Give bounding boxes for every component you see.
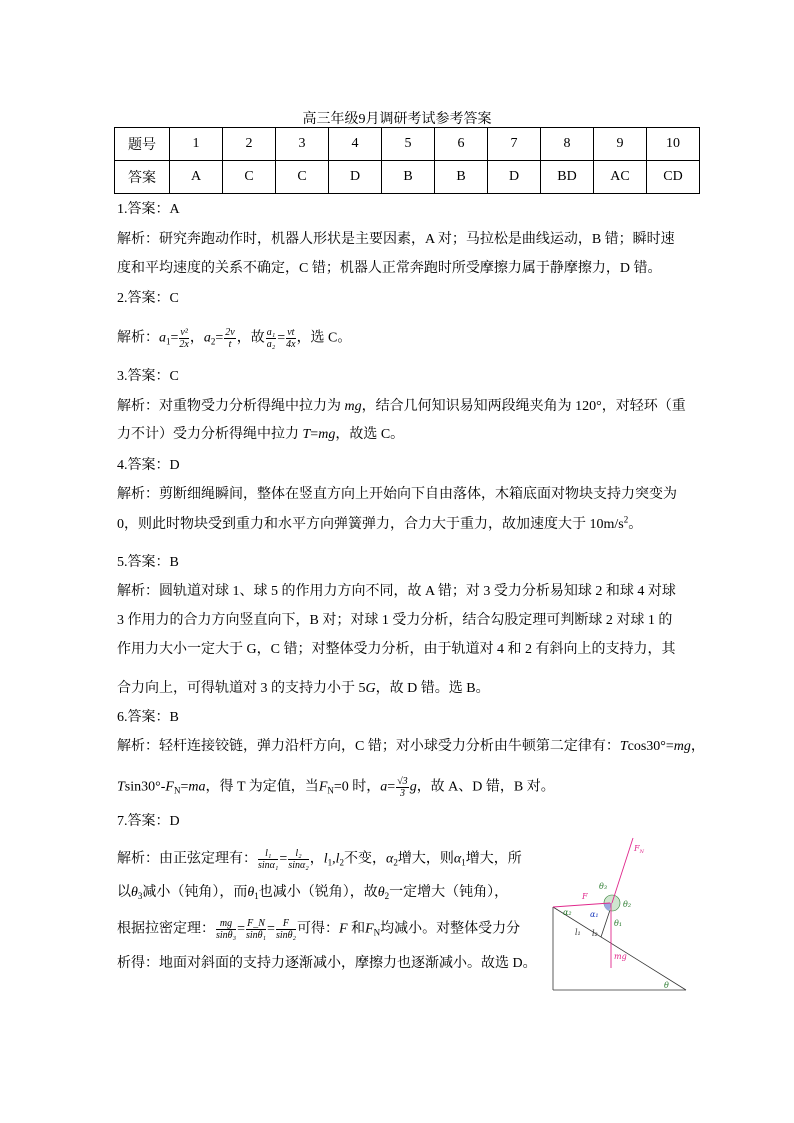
answer-cell: CD — [647, 161, 700, 194]
text-segment: 解析： — [117, 330, 159, 346]
text-segment: cos30°= — [627, 739, 674, 754]
question-number: 8 — [541, 128, 594, 161]
text-segment: 7.答案：D — [117, 814, 180, 829]
text-segment: 根据拉密定理： — [117, 921, 215, 937]
text-segment: θ — [377, 885, 385, 900]
text-segment: 3 — [137, 891, 143, 901]
text-segment: 2 — [339, 857, 344, 868]
text-segment: sin30°- — [124, 779, 166, 795]
question-number: 4 — [329, 128, 382, 161]
text-segment: 和 — [347, 921, 366, 937]
text-line — [117, 883, 508, 903]
question-number: 1 — [170, 128, 223, 161]
fraction — [246, 918, 266, 941]
text-line — [117, 708, 179, 728]
numerator: vt — [287, 327, 295, 338]
denominator: 3 — [399, 788, 405, 799]
text-segment: T — [117, 779, 125, 795]
text-line — [117, 515, 642, 535]
text-segment: 。 — [628, 517, 643, 532]
text-segment: N — [373, 927, 381, 938]
denominator: sinα₂ — [288, 860, 309, 871]
text-segment: 以 — [117, 885, 131, 900]
text-segment: 2 — [384, 891, 390, 901]
text-line — [117, 200, 180, 220]
text-segment: 不变， — [344, 851, 386, 867]
text-line — [117, 259, 661, 279]
text-line — [117, 456, 180, 476]
force-diagram — [540, 830, 700, 995]
text-line — [117, 812, 180, 832]
fraction — [276, 918, 296, 941]
text-segment: 2 — [623, 514, 629, 525]
text-segment: 减小（钝角），而 — [142, 885, 248, 900]
diagram-label — [633, 844, 645, 855]
text-segment: ， — [690, 739, 705, 754]
text-segment: 1 — [327, 857, 333, 868]
table-row-answers — [115, 161, 700, 194]
answer-cell: B — [435, 161, 488, 194]
text-line — [117, 737, 705, 757]
text-segment: = — [387, 779, 396, 795]
text-line — [117, 918, 520, 941]
text-segment: F — [339, 921, 348, 937]
fraction — [258, 848, 278, 871]
answer-cell: B — [382, 161, 435, 194]
diagram-label: mg — [614, 952, 627, 961]
numerator: v² — [180, 327, 188, 338]
diagram-label: θ₂ — [623, 900, 632, 909]
text-segment: 合力向上，可得轨道对 3 的支持力小于 5 — [117, 681, 366, 696]
text-segment: 1 — [254, 891, 259, 901]
text-segment: ，故选 C。 — [335, 427, 405, 442]
text-segment: F — [365, 921, 374, 937]
text-segment: 析得：地面对斜面的支持力逐渐减小，摩擦力也逐渐减小。故选 D。 — [117, 956, 537, 971]
text-segment: 力不计）受力分析得绳中拉力 — [117, 427, 303, 442]
fraction — [288, 848, 308, 871]
question-number: 5 — [382, 128, 435, 161]
text-segment: ，结合几何知识易知两段绳夹角为 120°，对轻环（重 — [361, 399, 686, 414]
text-line — [117, 776, 555, 799]
text-line — [117, 640, 675, 660]
text-line — [117, 289, 179, 309]
text-segment: ，得 T 为定值，当 — [205, 779, 319, 795]
text-segment: 也减小（锐角），故 — [258, 885, 378, 900]
answer-cell: D — [488, 161, 541, 194]
text-segment: = — [277, 330, 286, 346]
text-segment: α — [386, 851, 394, 867]
diagram-label: N — [639, 849, 644, 855]
text-line — [117, 611, 672, 631]
text-segment: g — [409, 779, 417, 795]
fraction — [266, 327, 276, 350]
text-segment: ，选 C。 — [296, 330, 352, 346]
text-segment: = — [180, 779, 189, 795]
text-segment: = — [279, 851, 288, 867]
text-segment: , — [332, 851, 336, 867]
text-segment: a — [159, 330, 166, 346]
text-segment: G — [365, 681, 376, 696]
answer-cell: AC — [594, 161, 647, 194]
text-segment: ma — [188, 779, 206, 795]
text-segment: 5.答案：B — [117, 555, 179, 570]
text-segment: ，故 A、D 错，B 对。 — [416, 779, 555, 795]
text-segment: T — [619, 739, 628, 754]
denominator: a₂ — [266, 339, 276, 350]
denominator: sinθ₂ — [275, 930, 296, 941]
text-segment: 2.答案：C — [117, 291, 179, 306]
text-segment: 作用力大小一定大于 G，C 错；对整体受力分析，由于轨道对 4 和 2 有斜向上的支持力，其 — [117, 642, 676, 657]
text-line — [117, 582, 676, 602]
answer-table — [114, 127, 700, 194]
text-segment: = — [267, 921, 275, 937]
denominator: sinθ₁ — [245, 930, 267, 941]
text-segment: a — [380, 779, 388, 795]
numerator: F — [276, 918, 296, 930]
text-segment: 解析：圆轨道对球 1、球 5 的作用力方向不同，故 A 错；对 3 受力分析易知球 2 和球 4 对球 — [117, 584, 676, 599]
text-segment: θ — [247, 885, 255, 900]
text-segment: 解析：轻杆连接铰链，弹力沿杆方向，C 错；对小球受力分析由牛顿第二定律有： — [117, 739, 620, 754]
diagram-label: F — [582, 892, 588, 901]
text-line — [117, 230, 675, 250]
text-line — [117, 679, 490, 699]
text-line — [117, 367, 179, 387]
diagram-label: α₂ — [563, 908, 572, 917]
fraction — [286, 327, 295, 350]
answer-cell: A — [170, 161, 223, 194]
text-segment: = — [310, 427, 319, 442]
text-segment: θ — [131, 885, 138, 900]
answer-cell: C — [276, 161, 329, 194]
diagram-label: l₁ — [575, 928, 581, 937]
page-title: 高三年级9月调研考试参考答案 — [302, 112, 492, 127]
text-segment: 0，则此时物块受到重力和水平方向弹簧弹力，合力大于重力，故加速度大于 10m/s — [117, 517, 624, 532]
diagram-label: l₂ — [592, 929, 598, 938]
text-segment: l — [323, 851, 328, 867]
answer-cell: BD — [541, 161, 594, 194]
numerator: l₁ — [258, 848, 278, 860]
question-number: 7 — [488, 128, 541, 161]
text-segment: 2 — [210, 336, 216, 347]
text-segment: 3 作用力的合力方向竖直向下，B 对；对球 1 受力分析，结合勾股定理可判断球 2 对球 1 的 — [117, 613, 673, 628]
diagram-label: F — [634, 844, 640, 853]
numerator: 2v — [225, 327, 235, 338]
text-segment: 1 — [166, 336, 171, 347]
text-segment: ， — [189, 330, 204, 346]
text-segment: = — [215, 330, 224, 346]
denominator: 2x — [179, 339, 189, 350]
text-segment: 6.答案：B — [117, 710, 179, 725]
text-segment: mg — [318, 427, 336, 442]
diagram-label: α₁ — [590, 910, 599, 919]
text-segment: 度和平均速度的关系不确定，C 错；机器人正常奔跑时所受摩擦力属于静摩擦力，D 错。 — [117, 261, 662, 276]
denominator: sinθ₃ — [216, 930, 237, 941]
text-segment: T — [302, 427, 311, 442]
text-segment: 解析：对重物受力分析得绳中拉力为 — [117, 399, 345, 414]
text-segment: F — [318, 779, 328, 795]
answer-label: 答案 — [115, 161, 170, 194]
text-segment: = — [170, 330, 179, 346]
question-number: 3 — [276, 128, 329, 161]
text-line — [117, 425, 404, 445]
numerator: √3 — [397, 776, 408, 787]
numerator: mg — [216, 918, 236, 930]
text-segment: α — [453, 851, 462, 867]
text-segment: mg — [673, 739, 691, 754]
answer-cell: C — [223, 161, 276, 194]
numerator: a₁ — [266, 327, 276, 338]
question-number: 6 — [435, 128, 488, 161]
diagram-label: θ — [664, 981, 669, 990]
text-segment: 1 — [461, 857, 466, 868]
text-segment: N — [327, 785, 334, 796]
fraction — [224, 327, 235, 350]
text-segment: 解析：剪断细绳瞬间，整体在竖直方向上开始向下自由落体，木箱底面对物块支持力突变为 — [117, 487, 677, 502]
text-segment: 1.答案：A — [117, 202, 180, 217]
table-row-numbers — [115, 128, 700, 161]
numerator: l₂ — [288, 848, 308, 860]
text-segment: F — [165, 779, 174, 795]
text-segment: 增大，则 — [397, 851, 454, 867]
fraction — [396, 776, 409, 799]
text-segment: 增大，所 — [465, 851, 522, 867]
text-segment: = — [237, 921, 245, 937]
fraction — [179, 327, 188, 350]
text-segment: =0 时， — [333, 779, 381, 795]
question-number: 2 — [223, 128, 276, 161]
denominator: 4x — [286, 339, 296, 350]
text-line — [117, 848, 522, 871]
answer-cell: D — [329, 161, 382, 194]
numerator: F_N — [247, 918, 265, 929]
text-segment: a — [203, 330, 211, 346]
text-segment: 一定增大（钝角）， — [389, 885, 509, 900]
text-segment: 可得： — [297, 921, 339, 937]
text-segment: ，故 — [236, 330, 265, 346]
text-line — [117, 954, 537, 974]
text-segment: 均减小。对整体受力分 — [380, 921, 521, 937]
text-segment: 解析：由正弦定理有： — [117, 851, 257, 867]
question-number: 9 — [594, 128, 647, 161]
text-segment: 4.答案：D — [117, 458, 180, 473]
text-line — [117, 485, 677, 505]
text-line — [117, 553, 179, 573]
text-segment: ， — [309, 851, 324, 867]
text-segment: ，故 D 错。选 B。 — [375, 681, 490, 696]
denominator: t — [228, 339, 232, 350]
text-line — [117, 327, 351, 350]
text-segment: N — [173, 785, 181, 796]
diagram-label: θ₃ — [599, 882, 608, 891]
text-segment: 2 — [393, 857, 398, 868]
text-segment: 解析：研究奔跑动作时，机器人形状是主要因素，A 对；马拉松是曲线运动，B 错；瞬时速 — [117, 232, 675, 247]
question-number: 10 — [647, 128, 700, 161]
header-label: 题号 — [115, 128, 170, 161]
text-segment: mg — [344, 399, 362, 414]
denominator: sinα₁ — [258, 860, 279, 871]
text-segment: 3.答案：C — [117, 369, 179, 384]
fraction — [216, 918, 236, 941]
text-line — [117, 397, 686, 417]
diagram-label: θ₁ — [614, 919, 623, 928]
text-segment: l — [335, 851, 340, 867]
